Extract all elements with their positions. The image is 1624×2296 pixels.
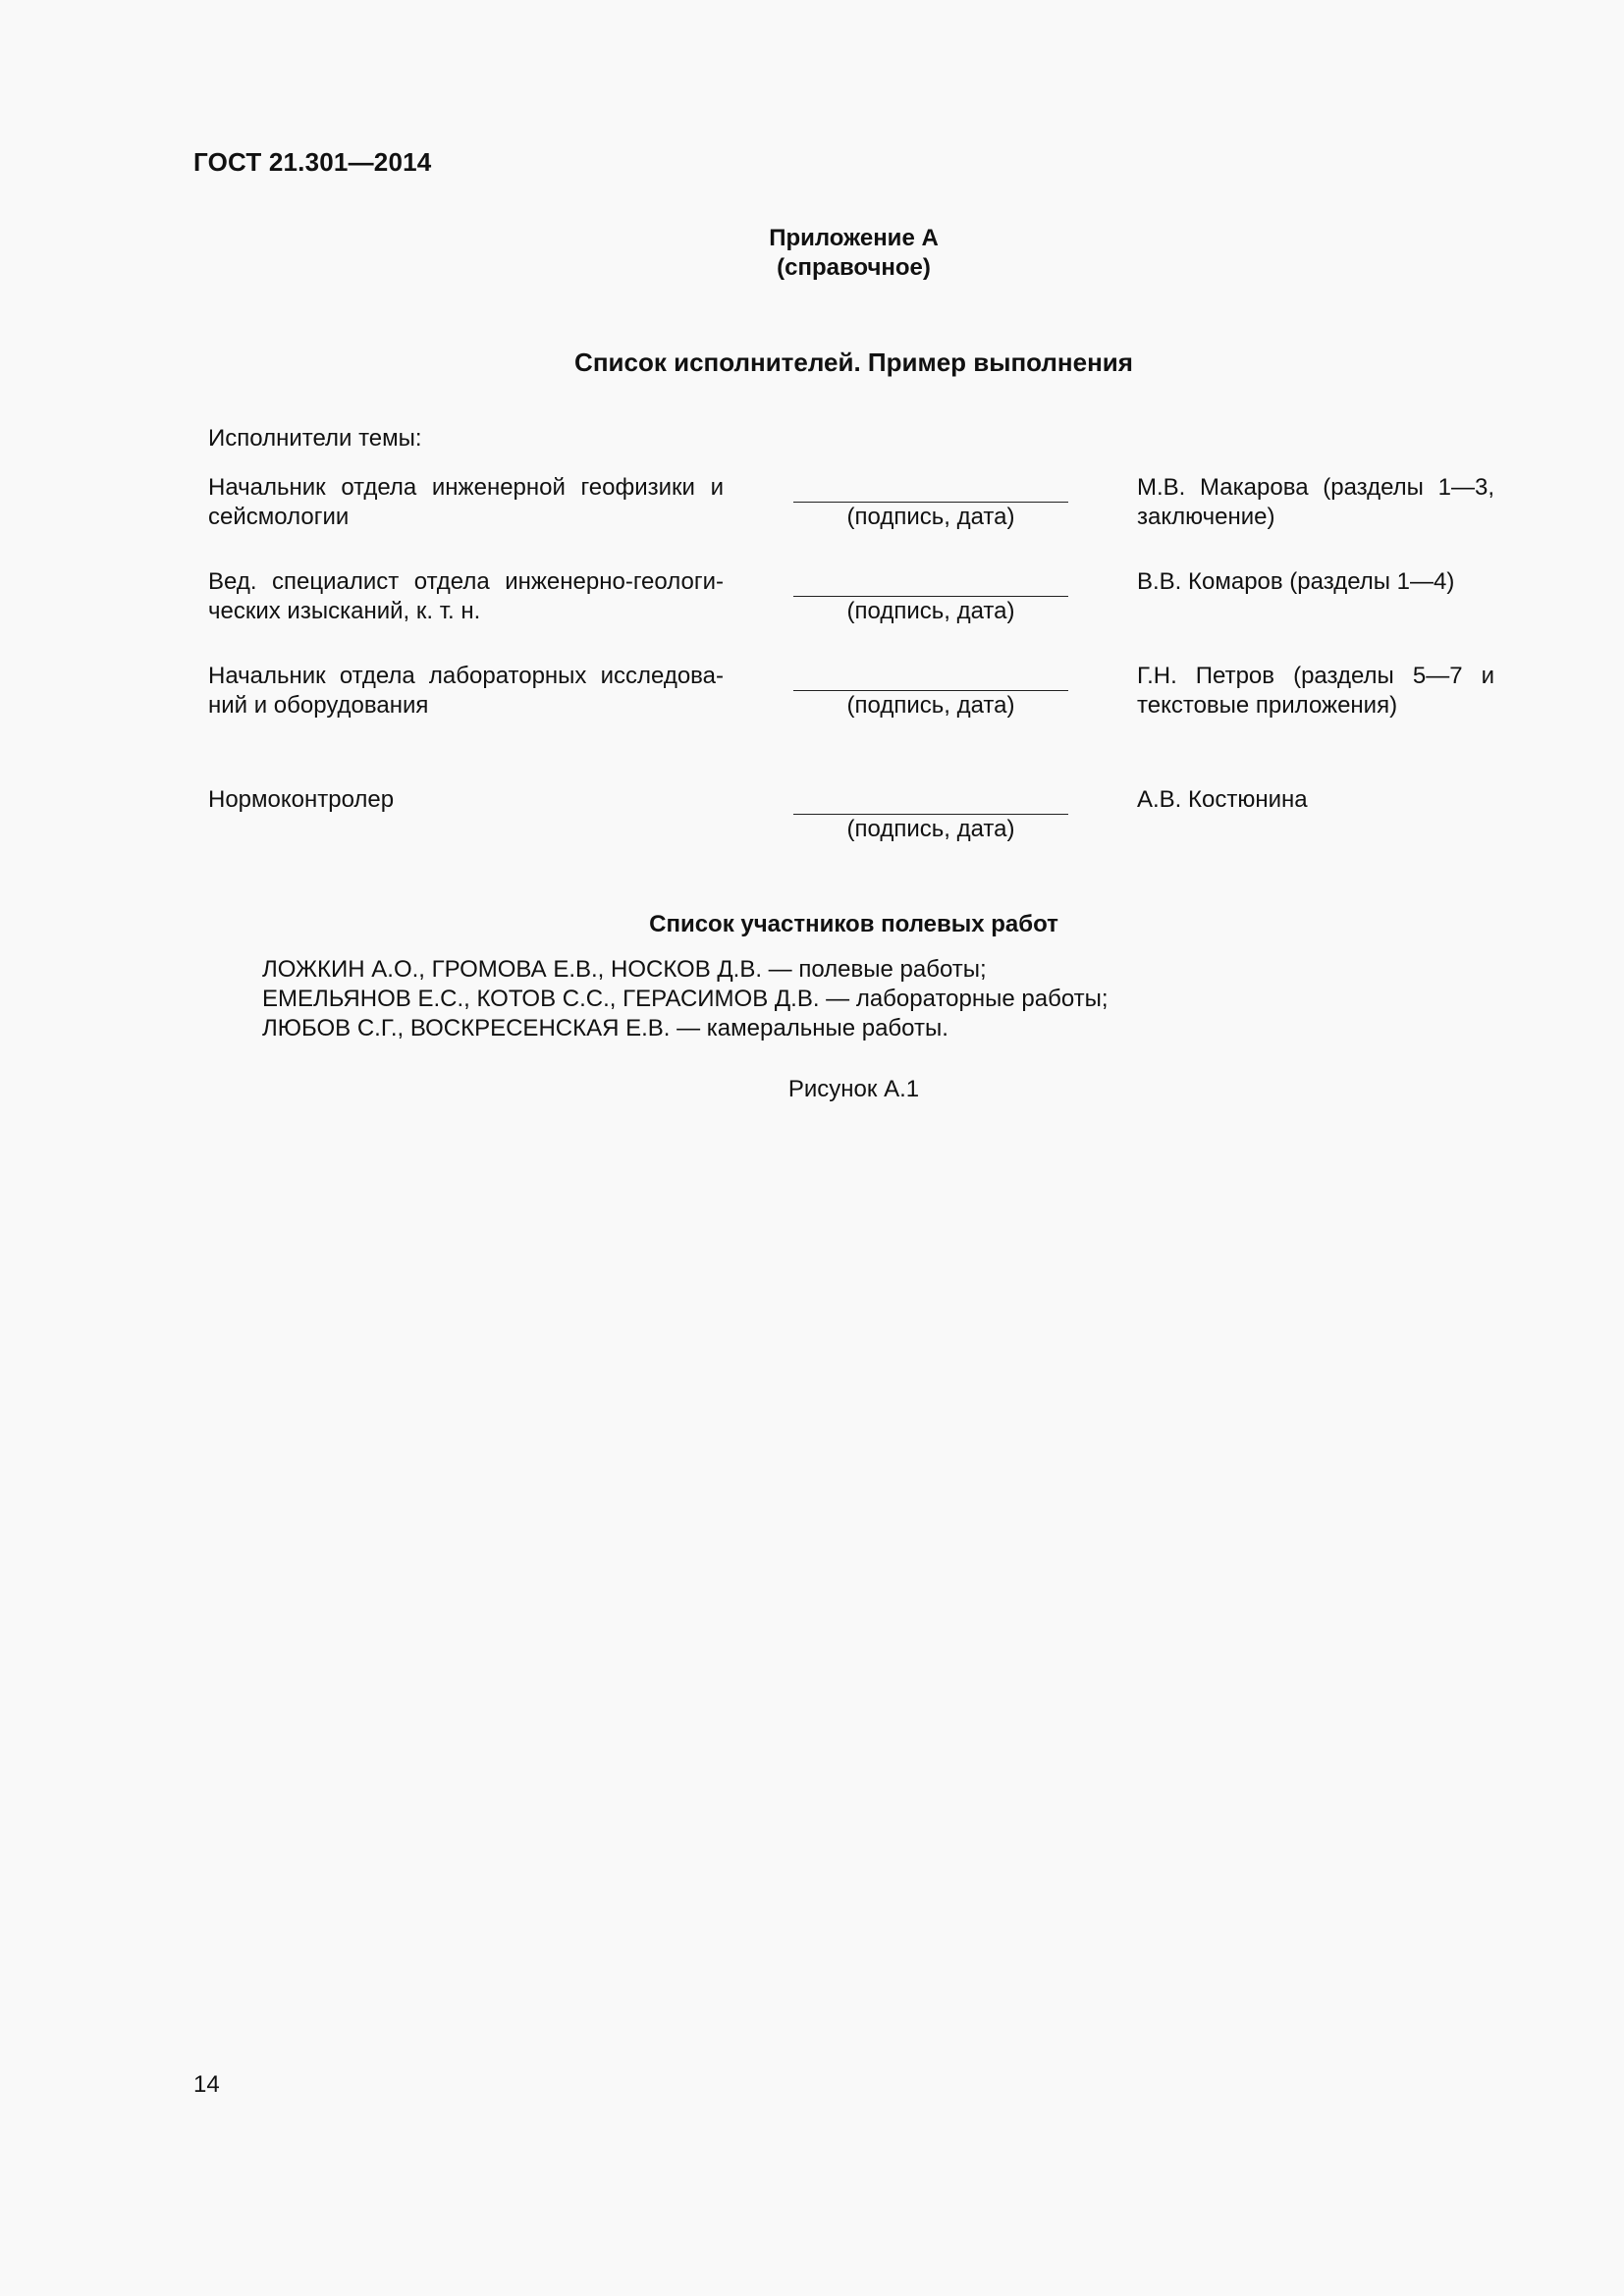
signature-caption: (подпись, дата)	[846, 504, 1015, 530]
performers-intro: Исполнители темы:	[208, 425, 422, 452]
performer-name: Г.Н. Петров (разделы 5—7 и текстовые приложения)	[1137, 663, 1494, 719]
performer-role: Вед. специалист отдела инженерно-геологи-ческих изысканий, к. т. н.	[208, 568, 724, 624]
performer-row	[208, 662, 1494, 760]
participants-line: ЛЮБОВ С.Г., ВОСКРЕСЕНСКАЯ Е.В. — камеральные работы.	[262, 1015, 948, 1041]
appendix-heading	[0, 224, 1624, 283]
signature-caption: (подпись, дата)	[846, 692, 1015, 719]
performer-row	[208, 785, 1494, 883]
appendix-title: Приложение А	[769, 225, 939, 251]
figure-caption: Рисунок А.1	[787, 1076, 920, 1102]
participants-title: Список участников полевых работ	[649, 911, 1058, 937]
performer-name: В.В. Комаров (разделы 1—4)	[1137, 568, 1455, 595]
performer-row	[208, 567, 1494, 666]
participants-line: ЕМЕЛЬЯНОВ Е.С., КОТОВ С.С., ГЕРАСИМОВ Д.В. — лабораторные работы;	[262, 986, 1109, 1012]
appendix-subtitle: (справочное)	[777, 254, 931, 281]
page-number: 14	[193, 2071, 220, 2098]
performer-role: Нормоконтролер	[208, 786, 395, 813]
participants-line: ЛОЖКИН А.О., ГРОМОВА Е.В., НОСКОВ Д.В. — полевые работы;	[262, 956, 987, 983]
signature-caption: (подпись, дата)	[846, 598, 1015, 624]
performer-row	[208, 473, 1494, 571]
performer-name: А.В. Костюнина	[1137, 786, 1308, 813]
document-code: ГОСТ 21.301—2014	[193, 147, 432, 177]
performer-role: Начальник отдела инженерной геофизики и сейсмологии	[208, 474, 724, 530]
performer-role: Начальник отдела лабораторных исследова-ний и оборудования	[208, 663, 724, 719]
performer-name: М.В. Макарова (разделы 1—3, заключение)	[1137, 474, 1494, 530]
signature-caption: (подпись, дата)	[846, 816, 1015, 842]
section-title: Список исполнителей. Пример выполнения	[574, 347, 1133, 377]
participants-list	[262, 955, 1109, 1043]
